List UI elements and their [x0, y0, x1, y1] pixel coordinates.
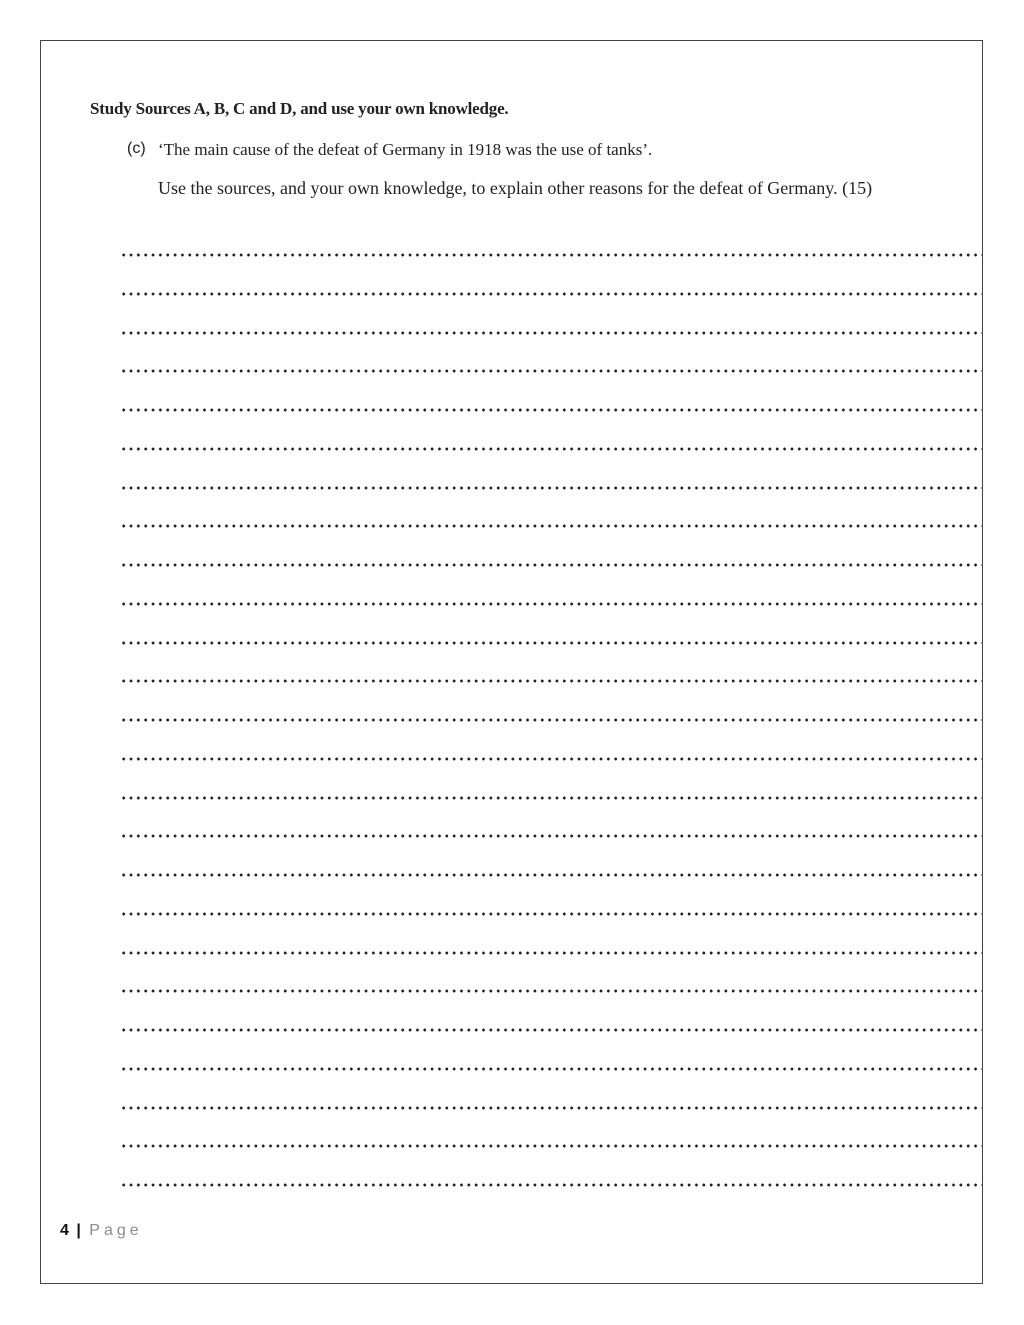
- answer-line[interactable]: [120, 486, 982, 490]
- answer-line[interactable]: [120, 602, 982, 606]
- answer-line[interactable]: [120, 757, 982, 761]
- answer-line[interactable]: [120, 1106, 982, 1110]
- answer-line[interactable]: [120, 253, 982, 257]
- answer-line[interactable]: [120, 834, 982, 838]
- question-label: (c): [127, 140, 146, 157]
- answer-line[interactable]: [120, 718, 982, 722]
- page-footer: [60, 1222, 143, 1240]
- answer-line[interactable]: [120, 369, 982, 373]
- answer-line[interactable]: [120, 447, 982, 451]
- answer-line[interactable]: [120, 912, 982, 916]
- page-label: Page: [89, 1222, 143, 1239]
- answer-line[interactable]: [120, 1183, 982, 1187]
- answer-line[interactable]: [120, 524, 982, 528]
- answer-line[interactable]: [120, 331, 982, 335]
- footer-separator: |: [76, 1222, 81, 1239]
- answer-line[interactable]: [120, 679, 982, 683]
- answer-line[interactable]: [120, 641, 982, 645]
- answer-line[interactable]: [120, 951, 982, 955]
- answer-area[interactable]: [120, 240, 982, 1200]
- answer-line[interactable]: [120, 1067, 982, 1071]
- answer-line[interactable]: [120, 563, 982, 567]
- answer-line[interactable]: [120, 292, 982, 296]
- instruction-text: Study Sources A, B, C and D, and use your own knowledge.: [90, 99, 509, 118]
- question-task: Use the sources, and your own knowledge, to explain other reasons for the defeat of Germany. (15): [158, 178, 873, 198]
- answer-line[interactable]: [120, 873, 982, 877]
- question-quote: ‘The main cause of the defeat of Germany in 1918 was the use of tanks’.: [158, 140, 653, 159]
- page-number: 4: [60, 1222, 69, 1239]
- answer-line[interactable]: [120, 796, 982, 800]
- answer-line[interactable]: [120, 1144, 982, 1148]
- answer-line[interactable]: [120, 408, 982, 412]
- answer-line[interactable]: [120, 989, 982, 993]
- answer-line[interactable]: [120, 1028, 982, 1032]
